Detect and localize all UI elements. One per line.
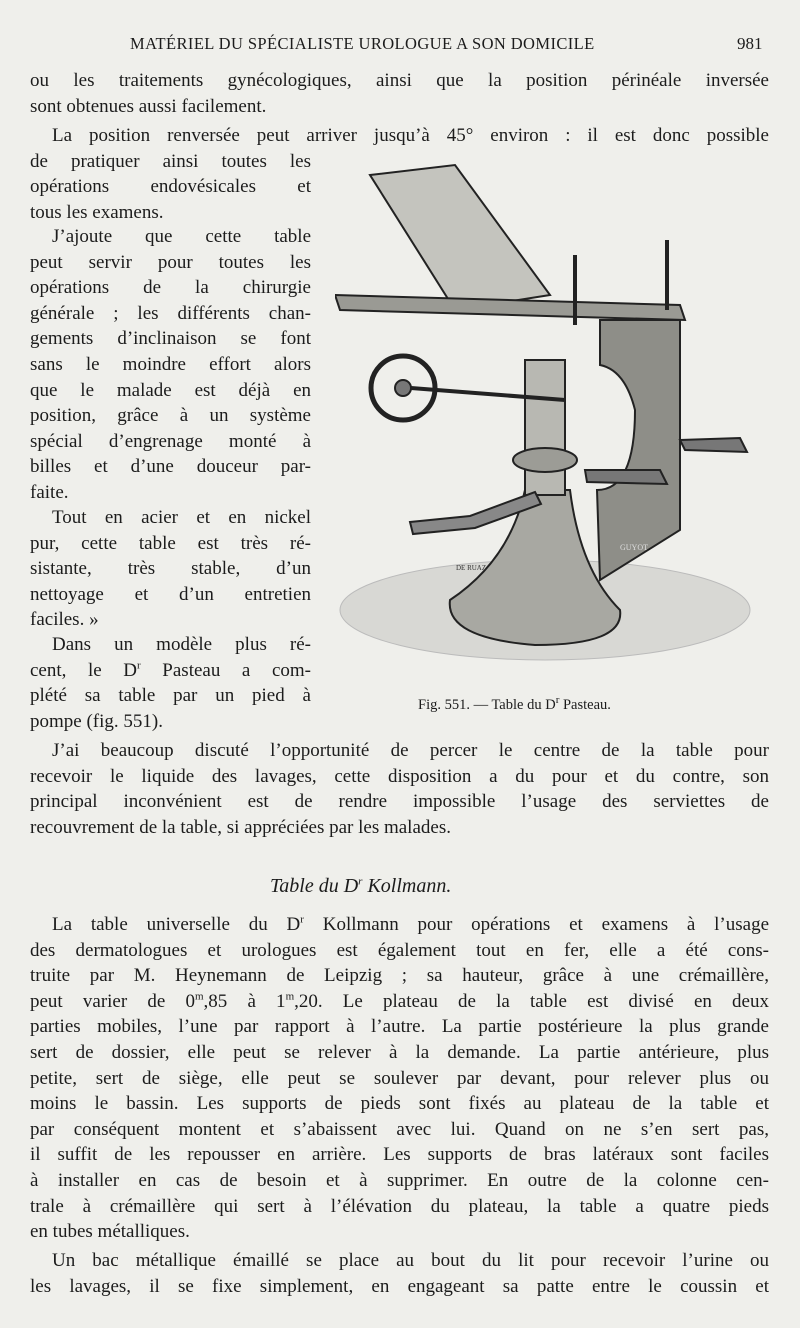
superscript: m xyxy=(285,990,295,1003)
text-line: recevoir le liquide des lavages, cette disposition a du pour et du contre, son xyxy=(30,765,769,787)
text-line: ou les traitements gynécologiques, ainsi que la position périnéale inversée xyxy=(30,70,769,91)
text-run: peut varier de 0 xyxy=(30,990,195,1012)
handwheel-hub xyxy=(395,380,411,396)
text-line: à installer en cas de besoin et à supprimer. En outre de la colonne cen- xyxy=(30,1169,769,1191)
pasteau-table-figure xyxy=(335,160,765,680)
text-line: par conséquent montent et s’abaissent avec lui. Quand on ne s’en sert pas, xyxy=(30,1118,769,1140)
text-line: faite. xyxy=(30,481,69,503)
paragraph-inclination-cont xyxy=(30,149,311,226)
superscript: r xyxy=(358,875,363,888)
text-line: sans le moindre effort alors xyxy=(30,353,311,375)
text-line: La position renversée peut arriver jusqu’à 45° environ : il est donc possible xyxy=(52,125,769,146)
paragraph-basin xyxy=(30,1248,769,1299)
superscript: r xyxy=(555,694,560,707)
stirrup-lower xyxy=(585,470,667,484)
paragraph-pump xyxy=(30,632,311,734)
text-line: parties mobiles, l’une par rapport à l’autre. La partie postérieure la plus grande xyxy=(30,1016,769,1038)
text-line: peut servir pour toutes les xyxy=(30,251,311,273)
text-line: spécial d’engrenage monté à xyxy=(30,430,311,452)
text-line: moins le bassin. Les supports de pieds sont fixés au plateau de la table et xyxy=(30,1093,769,1115)
leg-panel xyxy=(597,320,680,580)
table-body xyxy=(335,165,747,645)
figure-caption xyxy=(418,694,611,714)
text-run: Pasteau a com- xyxy=(140,659,312,681)
superscript: r xyxy=(137,659,141,672)
engraver-signature: DE RUAZ xyxy=(456,564,487,572)
paragraph-continuation xyxy=(30,68,769,119)
text-line: petite, sert de siège, elle peut se soulever par devant, pour relever plus ou xyxy=(30,1067,769,1089)
text-line: pompe (fig. 551). xyxy=(30,710,163,732)
caption-text: Fig. 551. — Table du D xyxy=(418,697,556,713)
text-line: nettoyage et d’un entretien xyxy=(30,583,311,605)
text-line: tous les examens. xyxy=(30,201,164,223)
text-run: cent, le D xyxy=(30,659,138,681)
text-line: truite par M. Heynemann de Leipzig ; sa hauteur, grâce à une crémaillère, xyxy=(30,965,769,987)
stirrup-upper xyxy=(680,438,747,452)
text-line: Dans un modèle plus ré- xyxy=(52,634,311,655)
text-line: plété sa table par un pied à xyxy=(30,685,311,707)
caption-text: Pasteau. xyxy=(559,697,611,713)
text-run: ,85 à 1 xyxy=(203,990,286,1012)
running-title: MATÉRIEL DU SPÉCIALISTE UROLOGUE A SON DOMICILE xyxy=(130,34,595,53)
text-line: position, grâce à un système xyxy=(30,405,311,427)
paragraph-steel xyxy=(30,505,311,633)
text-line: sistante, très stable, d’un xyxy=(30,558,311,580)
text-line: sert de dossier, elle peut se relever à la demande. La partie antérieure, plus xyxy=(30,1041,769,1063)
text-line: de pratiquer ainsi toutes les xyxy=(30,150,311,172)
text-line: sont obtenues aussi facilement. xyxy=(30,95,267,117)
superscript: r xyxy=(300,913,304,926)
maker-plate: GUYOT xyxy=(620,543,648,552)
backrest xyxy=(370,165,550,310)
paragraph-kollmann xyxy=(30,912,769,1245)
text-line: principal inconvénient est de rendre impossible l’usage des serviettes de xyxy=(30,791,769,813)
text-run: La table universelle du D xyxy=(52,914,301,935)
text-line: pur, cette table est très ré- xyxy=(30,532,311,554)
text-line: opérations de la chirurgie xyxy=(30,277,311,299)
text-line: Tout en acier et en nickel xyxy=(52,507,311,528)
column-collar xyxy=(513,448,577,472)
text-line: trale à crémaillère qui sert à l’élévation du plateau, la table a quatre pieds xyxy=(30,1195,769,1217)
text-line: des dermatologues et urologues est également tout en fer, elle a été cons- xyxy=(30,939,769,961)
text-line xyxy=(30,658,311,684)
superscript: m xyxy=(194,990,204,1003)
text-line: générale ; les différents chan- xyxy=(30,302,311,324)
text-line: gements d’inclinaison se font xyxy=(30,328,311,350)
pump-column xyxy=(525,360,565,495)
text-line: en tubes métalliques. xyxy=(30,1221,190,1243)
heading-text: Kollmann. xyxy=(362,875,452,897)
heading-text: Table du D xyxy=(270,875,359,897)
text-line: Un bac métallique émaillé se place au bout du lit pour recevoir l’urine ou xyxy=(52,1250,769,1271)
text-line xyxy=(30,912,769,938)
text-line xyxy=(30,989,769,1015)
paragraph-inclination xyxy=(30,123,769,149)
paragraph-drainage xyxy=(30,738,769,840)
page-number: 981 xyxy=(737,34,763,53)
text-line: que le malade est déjà en xyxy=(30,379,311,401)
section-heading xyxy=(270,875,451,898)
paragraph-surgery xyxy=(30,224,311,506)
text-line: billes et d’une douceur par- xyxy=(30,456,311,478)
text-run: Kollmann pour opérations et examens à l’usage xyxy=(303,914,770,935)
text-line: il suffit de les repousser en arrière. Les supports de bras latéraux sont faciles xyxy=(30,1144,769,1166)
text-line: recouvrement de la table, si appréciées par les malades. xyxy=(30,816,451,838)
text-line: les lavages, il se fixe simplement, en engageant sa patte entre le coussin et xyxy=(30,1275,769,1297)
text-run: ,20. Le plateau de la table est divisé en deux xyxy=(294,990,769,1012)
text-line: J’ajoute que cette table xyxy=(52,226,311,247)
text-line: faciles. » xyxy=(30,609,99,631)
text-line: J’ai beaucoup discuté l’opportunité de percer le centre de la table pour xyxy=(52,740,769,761)
running-head xyxy=(0,30,800,58)
text-line: opérations endovésicales et xyxy=(30,176,311,198)
